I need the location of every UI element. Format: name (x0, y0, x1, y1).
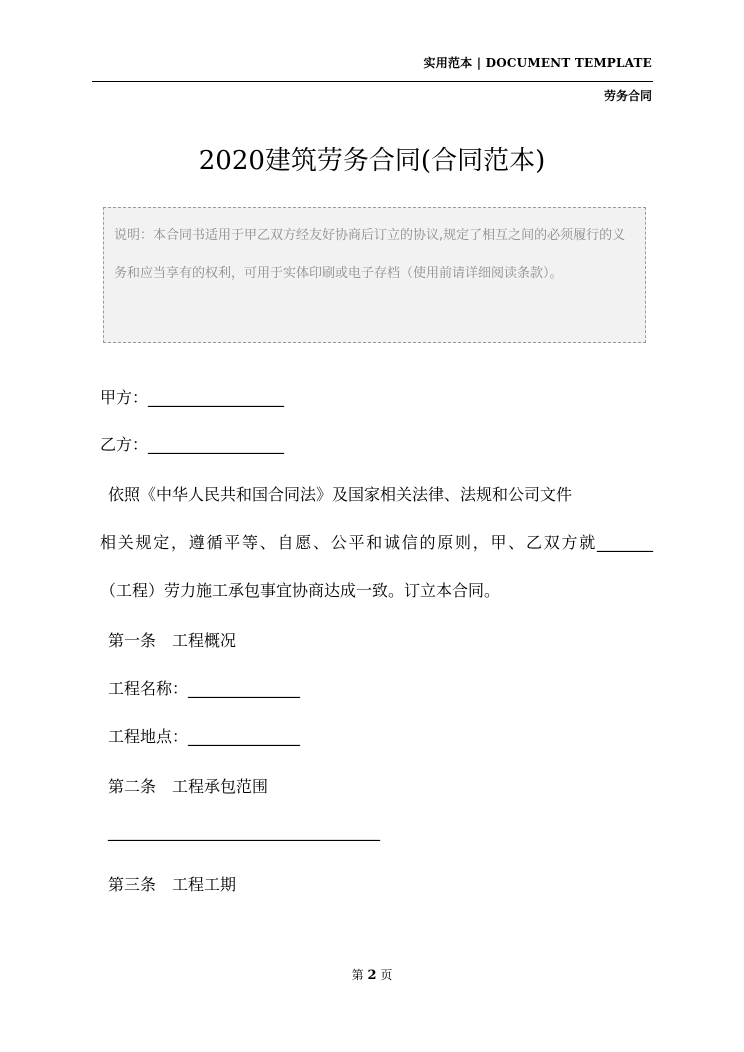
page-suffix: 页 (380, 968, 393, 982)
intro-paragraph-line-1: 依照《中华人民共和国合同法》及国家相关法律、法规和公司文件 (108, 485, 573, 504)
header-divider (92, 81, 653, 82)
project-name-field: 工程名称：______________ (108, 679, 301, 698)
document-type-label: 劳务合同 (603, 89, 652, 103)
usage-note-text: 说明：本合同书适用于甲乙双方经友好协商后订立的协议,规定了相互之间的必须履行的义务和应当享有的权利，可用于实体印刷或电子存档（使用前请详细阅读条款）。 (114, 228, 626, 281)
article-2-heading: 第二条 工程承包范围 (108, 777, 269, 796)
intro-paragraph-line-2: 相关规定，遵循平等、自愿、公平和诚信的原则，甲、乙双方就_______ (100, 533, 653, 552)
document-template-label: 实用范本 | DOCUMENT TEMPLATE (423, 56, 652, 70)
party-a-field: 甲方：_________________ (100, 388, 285, 407)
usage-note-box (103, 207, 646, 343)
article-3-heading: 第三条 工程工期 (108, 875, 237, 894)
scope-blank-line: __________________________________ (108, 822, 380, 841)
page-number: 2 (367, 968, 377, 983)
party-b-field: 乙方：_________________ (100, 435, 285, 454)
project-location-field: 工程地点：______________ (108, 727, 301, 746)
page-prefix: 第 (351, 968, 364, 982)
document-title: 2020建筑劳务合同(合同范本) (198, 146, 546, 176)
intro-paragraph-line-3: （工程）劳力施工承包事宜协商达成一致。订立本合同。 (100, 581, 501, 600)
article-1-heading: 第一条 工程概况 (108, 631, 237, 650)
page-number-footer (0, 966, 744, 983)
